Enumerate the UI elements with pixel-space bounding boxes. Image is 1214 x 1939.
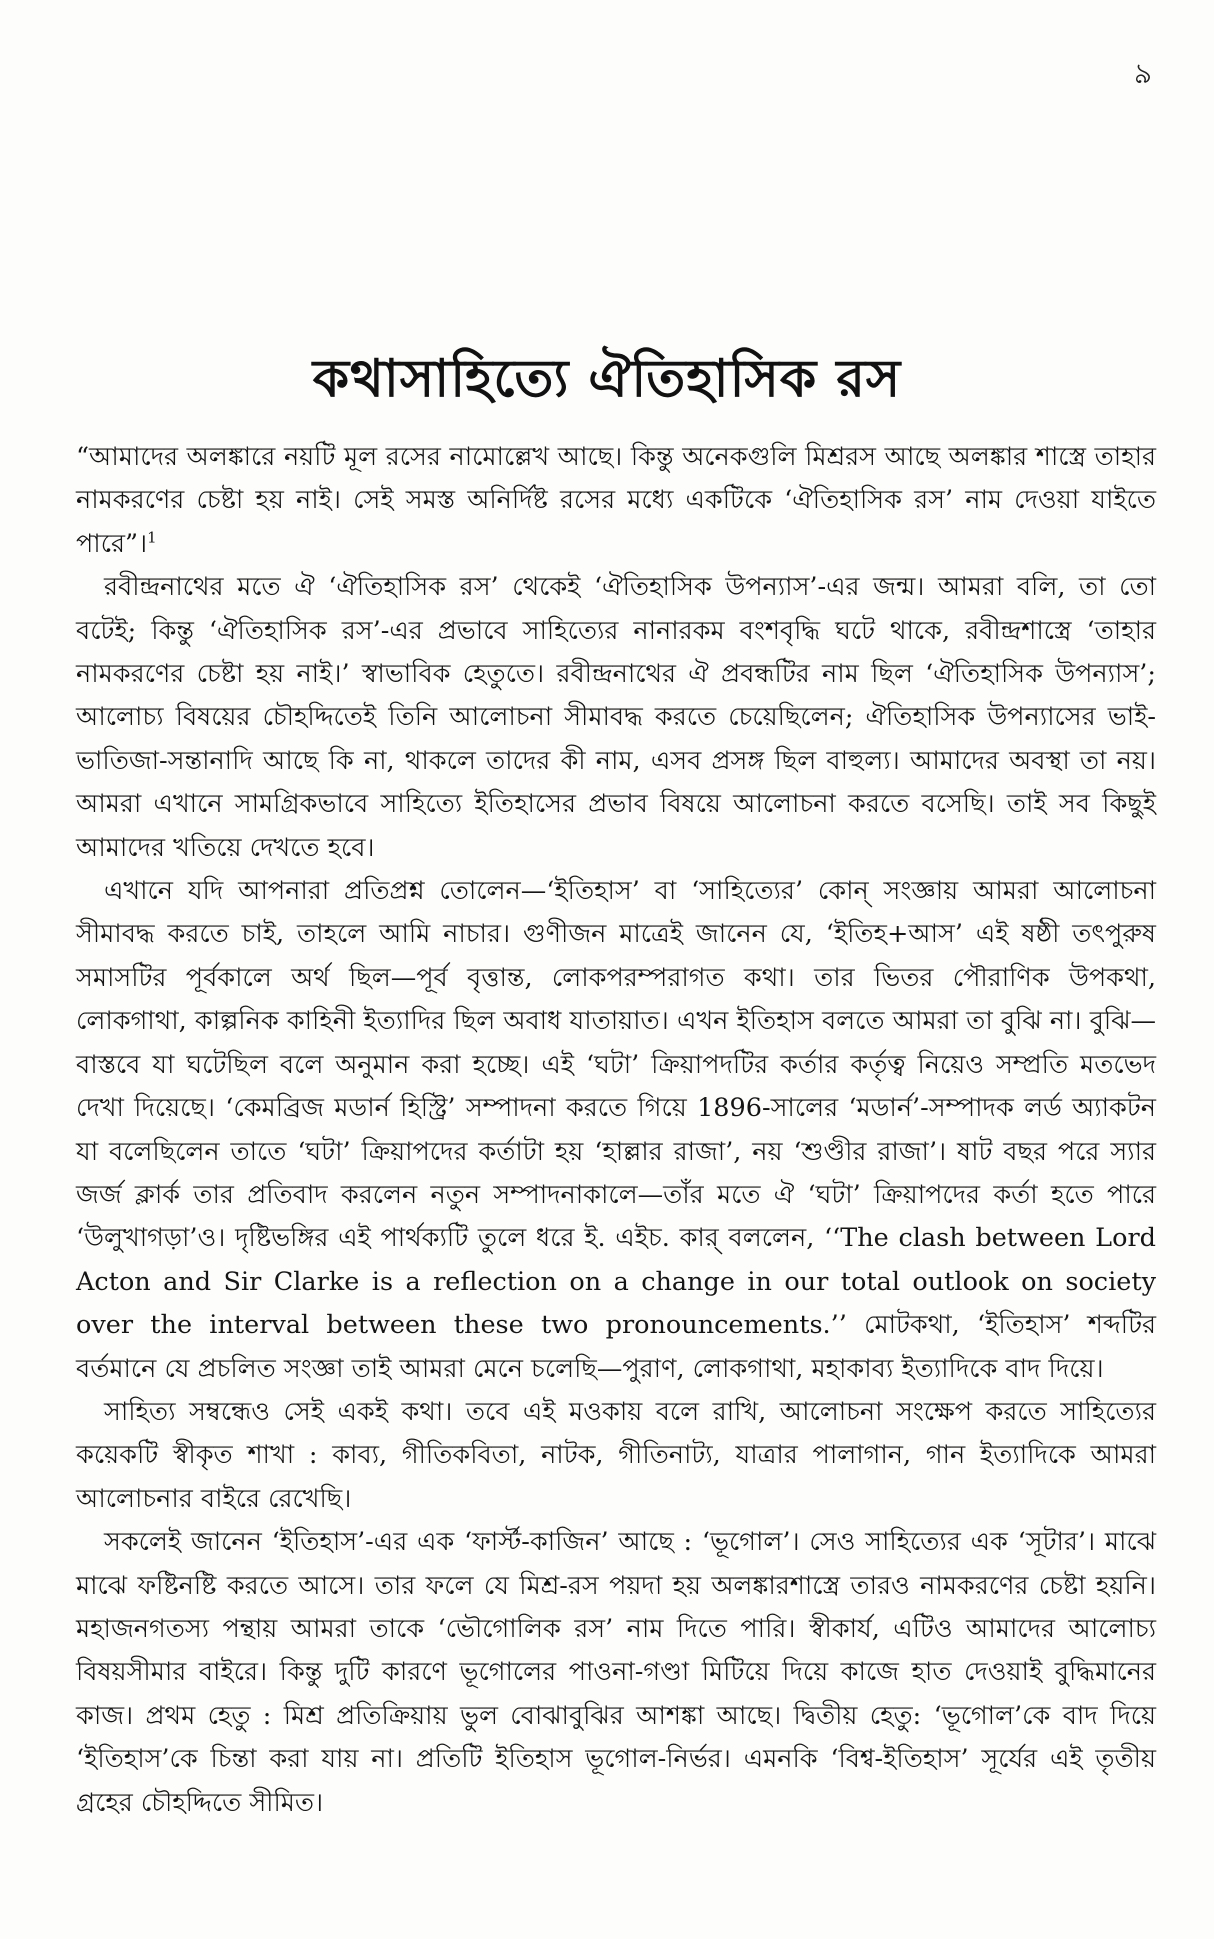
paragraph: সাহিত্য সম্বন্ধেও সেই একই কথা। তবে এই মওকায় বলে রাখি, আলোচনা সংক্ষেপ করতে সাহিত্যের কয়েকটি স্বীকৃত শাখা : কাব্য, গীতিকবিতা, নাটক, গীতিনাট্য, যাত্রার পালাগান, গান ইত্যাদিকে আমরা আলোচনার বাইরে রেখেছি। — [76, 1396, 1156, 1514]
footnote-marker: 1 — [147, 528, 157, 547]
paragraph: রবীন্দ্রনাথের মতে ঐ ‘ঐতিহাসিক রস’ থেকেই ‘ঐতিহাসিক উপন্যাস’-এর জন্ম। আমরা বলি, তা তো বটেই; কিন্তু ‘ঐতিহাসিক রস’-এর প্রভাবে সাহিত্যের নানারকম বংশবৃদ্ধি ঘটে থাকে, রবীন্দ্রশাস্ত্রে ‘তাহার নামকরণের চেষ্টা হয় নাই।’ স্বাভাবিক হেতুতে। রবীন্দ্রনাথের ঐ প্রবন্ধটির নাম ছিল ‘ঐতিহাসিক উপন্যাস’; আলোচ্য বিষয়ের চৌহদ্দিতেই তিনি আলোচনা সীমাবদ্ধ করতে চেয়েছিলেন; ঐতিহাসিক উপন্যাসের ভাই-ভাতিজা-সন্তানাদি আছে কি না, থাকলে তাদের কী নাম, এসব প্রসঙ্গ ছিল বাহুল্য। আমাদের অবস্থা তা নয়। আমরা এখানে সামগ্রিকভাবে সাহিত্যে ইতিহাসের প্রভাব বিষয়ে আলোচনা করতে বসেছি। তাই সব কিছুই আমাদের খতিয়ে দেখতে হবে। — [76, 572, 1156, 863]
paragraph: সকলেই জানেন ‘ইতিহাস’-এর এক ‘ফার্স্ট-কাজিন’ আছে : ‘ভূগোল’। সেও সাহিত্যের এক ‘সূটার’। মাঝে মাঝে ফষ্টিনষ্টি করতে আসে। তার ফলে যে মিশ্র-রস পয়দা হয় অলঙ্কারশাস্ত্রে তারও নামকরণের চেষ্টা হয়নি। মহাজনগতস্য পন্থায় আমরা তাকে ‘ভৌগোলিক রস’ নাম দিতে পারি। স্বীকার্য, এটিও আমাদের আলোচ্য বিষয়সীমার বাইরে। কিন্তু দুটি কারণে ভূগোলের পাওনা-গণ্ডা মিটিয়ে দিয়ে কাজে হাত দেওয়াই বুদ্ধিমানের কাজ। প্রথম হেতু : মিশ্র প্রতিক্রিয়ায় ভুল বোঝাবুঝির আশঙ্কা আছে। দ্বিতীয় হেতু: ‘ভূগোল’কে বাদ দিয়ে ‘ইতিহাস’কে চিন্তা করা যায় না। প্রতিটি ইতিহাস ভূগোল-নির্ভর। এমনকি ‘বিশ্ব-ইতিহাস’ সূর্যের এই তৃতীয় গ্রহের চৌহদ্দিতে সীমিত। — [76, 1527, 1156, 1818]
paragraph-text: “আমাদের অলঙ্কারে নয়টি মূল রসের নামোল্লেখ আছে। কিন্তু অনেকগুলি মিশ্ররস আছে অলঙ্কার শাস্ত্রে তাহার নামকরণের চেষ্টা হয় নাই। সেই সমস্ত অনির্দিষ্ট রসের মধ্যে একটিকে ‘ঐতিহাসিক রস’ নাম দেওয়া যাইতে পারে”। — [76, 442, 1156, 559]
body-text — [76, 436, 1156, 1825]
paragraph-quote — [76, 436, 1156, 566]
paragraph: এখানে যদি আপনারা প্রতিপ্রশ্ন তোলেন—‘ইতিহাস’ বা ‘সাহিত্যের’ কোন্ সংজ্ঞায় আমরা আলোচনা সীমাবদ্ধ করতে চাই, তাহলে আমি নাচার। গুণীজন মাত্রেই জানেন যে, ‘ইতিহ+আস’ এই ষষ্ঠী তৎপুরুষ সমাসটির পূর্বকালে অর্থ ছিল—পূর্ব বৃত্তান্ত, লোকপরম্পরাগত কথা। তার ভিতর পৌরাণিক উপকথা, লোকগাথা, কাল্পনিক কাহিনী ইত্যাদির ছিল অবাধ যাতায়াত। এখন ইতিহাস বলতে আমরা তা বুঝি না। বুঝি—বাস্তবে যা ঘটেছিল বলে অনুমান করা হচ্ছে। এই ‘ঘটা’ ক্রিয়াপদটির কর্তার কর্তৃত্ব নিয়েও সম্প্রতি মতভেদ দেখা দিয়েছে। ‘কেমব্রিজ মডার্ন হিস্ট্রি’ সম্পাদনা করতে গিয়ে 1896-সালের ‘মডার্ন’-সম্পাদক লর্ড অ্যাকটন যা বলেছিলেন তাতে ‘ঘটা’ ক্রিয়াপদের কর্তাটা হয় ‘হাল্লার রাজা’, নয় ‘শুণ্ডীর রাজা’। ষাট বছর পরে স্যার জর্জ ক্লার্ক তার প্রতিবাদ করলেন নতুন সম্পাদনাকালে—তাঁর মতে ঐ ‘ঘটা’ ক্রিয়াপদের কর্তা হতে পারে ‘উলুখাগড়া’ও। দৃষ্টিভঙ্গির এই পার্থক্যটি তুলে ধরে ই. এইচ. কার্ বললেন, ‘‘The clash between Lord Acton and Sir Clarke is a reflection on a change in our total outlook on society over the interval between these two pronouncements.’’ মোটকথা, ‘ইতিহাস’ শব্দটির বর্তমানে যে প্রচলিত সংজ্ঞা তাই আমরা মেনে চলেছি—পুরাণ, লোকগাথা, মহাকাব্য ইত্যাদিকে বাদ দিয়ে। — [76, 876, 1156, 1384]
chapter-title: কথাসাহিত্যে ঐতিহাসিক রস — [312, 348, 902, 409]
page-number: ৯ — [1133, 57, 1152, 90]
